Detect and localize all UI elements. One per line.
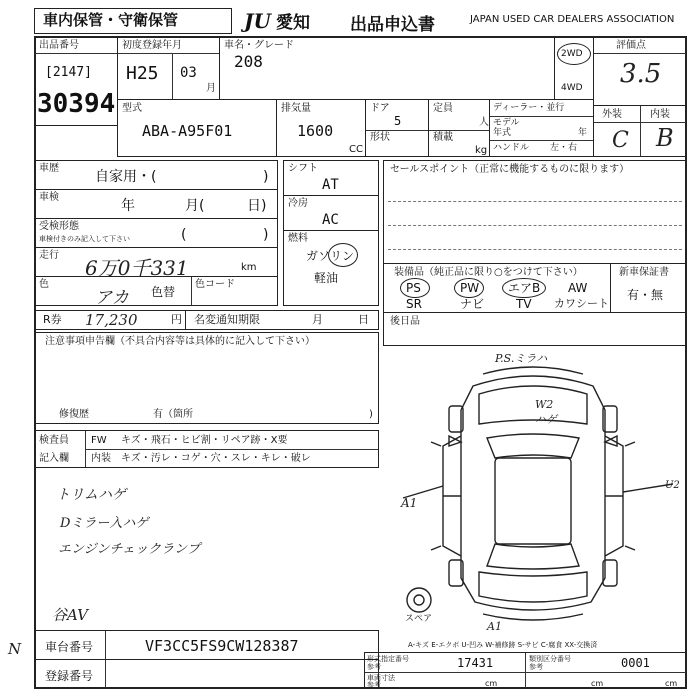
storage-title: 車内保管・守衛保管 xyxy=(43,11,179,29)
registration-box xyxy=(117,36,220,100)
inspection-label: 車検 xyxy=(39,192,59,203)
inspection-box xyxy=(34,189,278,219)
type-ref-label: 参考 xyxy=(367,663,381,671)
lot-number: 30394 xyxy=(37,89,116,119)
exterior-grade: C xyxy=(612,128,629,153)
receipt-note: 車検付きのみ記入して下さい xyxy=(39,235,130,243)
lot-label: 出品番号 xyxy=(39,40,79,51)
size-unit-1: cm xyxy=(485,679,498,688)
type-value: 17431 xyxy=(457,656,494,670)
car-diagram xyxy=(383,346,687,633)
diagram-roof-note: W2 ハゲ xyxy=(535,398,557,426)
capacity-unit: 人 xyxy=(479,117,489,128)
class-label: 類別区分番号 xyxy=(529,655,571,663)
fuel-box xyxy=(283,230,379,306)
receipt-label: 受検形態 xyxy=(39,221,79,232)
dealer-label: ディーラー・並行 xyxy=(493,103,565,113)
equipment-ps: PS xyxy=(406,281,421,295)
mileage-value: 6万0千331 xyxy=(85,256,189,280)
warranty-box xyxy=(610,263,687,313)
equipment-airbag-circle xyxy=(502,278,546,298)
mileage-label: 走行 xyxy=(39,250,59,261)
dealer-model-label: モデル xyxy=(493,118,520,128)
interior-grade: B xyxy=(656,124,674,152)
equipment-ps-circle xyxy=(400,278,430,298)
equipment-pw: PW xyxy=(460,281,480,295)
drive-2wd: 2WD xyxy=(561,49,583,59)
tax-box xyxy=(185,310,379,330)
fuel-gas: ガソリン xyxy=(306,249,355,263)
plate-label: 登録番号 xyxy=(45,669,94,683)
color-box xyxy=(34,276,278,306)
door-label: ドア xyxy=(370,103,390,114)
repair-value: 有（箇所 xyxy=(153,409,193,420)
ju-logo xyxy=(244,8,310,33)
recycle-label: R券 xyxy=(43,313,62,326)
inspection-day: 日) xyxy=(247,198,267,214)
exterior-label: 外装 xyxy=(602,109,622,120)
aircon-value: AC xyxy=(322,212,339,228)
shift-label: シフト xyxy=(288,163,318,174)
door-value: 5 xyxy=(394,114,402,128)
plate-box xyxy=(34,659,379,689)
form-title: 出品申込書 xyxy=(350,15,435,35)
size-label: 車両寸法 xyxy=(367,674,395,682)
spec-table xyxy=(364,652,687,689)
equipment-pw-circle xyxy=(454,278,484,298)
fuel-label: 燃料 xyxy=(288,233,308,244)
shape-label: 形状 xyxy=(370,132,390,143)
recycle-box xyxy=(34,310,186,330)
lot-code: [2147] xyxy=(45,65,92,80)
warranty-label: 新車保証書 xyxy=(619,267,669,278)
displacement-box xyxy=(276,99,366,157)
lot-box xyxy=(34,36,118,126)
capacity-label: 定員 xyxy=(433,103,453,114)
car-name-value: 208 xyxy=(234,52,263,71)
inspector-fw-label: FW xyxy=(91,435,107,446)
tax-month: 月 xyxy=(312,313,323,326)
handle-options: 左・右 xyxy=(550,143,578,153)
tax-day: 日 xyxy=(358,313,369,326)
mileage-box xyxy=(34,247,278,280)
inspector-label-2: 記入欄 xyxy=(39,453,69,464)
tax-label: 名変通知期限 xyxy=(194,313,260,326)
handwritten-margin: N xyxy=(8,640,22,658)
chassis-label: 車台番号 xyxy=(45,640,94,654)
registration-era-year: H25 xyxy=(126,63,159,84)
registration-month-unit: 月 xyxy=(206,83,216,94)
aircon-box xyxy=(283,195,379,231)
class-ref-label: 参考 xyxy=(529,663,543,671)
handwritten-area xyxy=(34,468,379,626)
score-value: 3.5 xyxy=(620,59,662,89)
load-unit: kg xyxy=(475,145,488,156)
model-value: ABA-A95F01 xyxy=(142,122,233,140)
chassis-value: VF3CC5FS9CW128387 xyxy=(145,637,299,655)
sales-label: セールスポイント（正常に機能するものに限ります） xyxy=(390,164,630,175)
color-value: アカ xyxy=(95,288,129,308)
drive-box xyxy=(554,36,594,100)
inspection-year: 年 xyxy=(121,198,135,214)
door-box xyxy=(365,99,429,157)
receipt-value: ( xyxy=(181,227,187,243)
inspector-label-1: 検査員 xyxy=(39,435,69,446)
dealer-year-unit: 年 xyxy=(578,128,588,138)
diagram-left-note: A1 xyxy=(401,496,418,510)
history-label: 車歴 xyxy=(39,163,59,174)
damage-legend: A-キズ E-エクボ U-凹み W-補修跡 S-サビ C-腐食 XX-交換済 xyxy=(408,641,598,649)
memo-box xyxy=(383,312,687,346)
displacement-label: 排気量 xyxy=(281,103,311,114)
inspector-int-label: 内装 xyxy=(91,453,111,464)
displacement-value: 1600 xyxy=(297,122,334,140)
mileage-unit: km xyxy=(241,262,257,273)
history-close: ) xyxy=(263,169,269,185)
ju-logo-text: 愛知 xyxy=(276,13,310,33)
registration-month: 03 xyxy=(180,65,197,81)
history-box xyxy=(34,160,278,190)
receipt-close: ) xyxy=(263,227,269,243)
drive-4wd: 4WD xyxy=(561,83,583,93)
association-name: JAPAN USED CAR DEALERS ASSOCIATION xyxy=(470,14,675,25)
type-label: 形式指定番号 xyxy=(367,655,409,663)
color-change-label: 色替 xyxy=(151,285,176,299)
fuel-gas-circle xyxy=(328,243,358,267)
history-value: 自家用・( xyxy=(95,169,157,185)
repair-close: ) xyxy=(369,409,373,420)
drive-2wd-circle xyxy=(557,43,591,65)
ju-logo-mark: JU xyxy=(244,9,271,33)
equipment-airbag: エアB xyxy=(508,281,541,295)
model-label: 型式 xyxy=(122,103,142,114)
notes-label: 注意事項申告欄（不具合内容等は具体的に記入して下さい） xyxy=(45,336,315,347)
equipment-navi: ナビ xyxy=(460,297,485,311)
load-label: 積載 xyxy=(433,132,453,143)
size-ref-label: 参考 xyxy=(367,681,381,689)
size-unit-2: cm xyxy=(591,679,604,688)
handwritten-line-3: エンジンチェックランプ xyxy=(58,542,200,557)
notes-box xyxy=(34,332,379,424)
size-unit-3: cm xyxy=(665,679,678,688)
sales-box xyxy=(383,160,687,264)
dealer-box xyxy=(489,99,594,157)
inspector-fw-text: キズ・飛石・ヒビ割・リペア跡・X要 xyxy=(121,435,288,446)
model-box xyxy=(117,99,277,157)
storage-title-box xyxy=(34,8,232,34)
dealer-year-label: 年式 xyxy=(493,128,512,138)
capacity-box xyxy=(428,99,490,157)
handwritten-line-4: 谷AV xyxy=(52,606,88,624)
equipment-label: 装備品（純正品に限り○をつけて下さい） xyxy=(394,267,583,278)
car-diagram-svg xyxy=(383,346,687,626)
repair-label: 修復歴 xyxy=(59,409,89,420)
registration-label: 初度登録年月 xyxy=(122,40,182,51)
displacement-unit: CC xyxy=(349,144,363,155)
equipment-sr: SR xyxy=(406,297,422,311)
diagram-top-note: P.S.ミラハ xyxy=(495,352,548,365)
color-code-label: 色コード xyxy=(195,279,235,290)
inspection-month: 月( xyxy=(185,198,205,214)
equipment-box xyxy=(383,263,611,313)
handwritten-line-2: Dミラー入ハゲ xyxy=(60,516,149,531)
diagram-right-note: U2 xyxy=(665,480,680,491)
car-name-box xyxy=(219,36,555,100)
aircon-label: 冷房 xyxy=(288,198,308,209)
diagram-bottom-note: A1 xyxy=(487,620,502,633)
spare-label: スペア xyxy=(405,614,433,624)
equipment-leather: カワシート xyxy=(554,297,609,310)
handwritten-line-1: トリムハゲ xyxy=(56,487,126,503)
inspector-box xyxy=(34,430,379,468)
class-value: 0001 xyxy=(621,656,650,670)
chassis-box xyxy=(34,630,379,660)
recycle-unit: 円 xyxy=(171,313,182,326)
warranty-options: 有・無 xyxy=(627,288,664,302)
grade-box xyxy=(593,105,687,157)
color-label: 色 xyxy=(39,279,49,290)
interior-label: 内装 xyxy=(650,109,670,120)
score-label: 評価点 xyxy=(616,40,646,51)
equipment-aw: AW xyxy=(568,281,588,295)
shift-value: AT xyxy=(322,177,339,193)
car-name-label: 車名・グレード xyxy=(224,40,294,51)
receipt-box xyxy=(34,218,278,248)
memo-label: 後日品 xyxy=(390,316,420,327)
equipment-tv: TV xyxy=(516,297,532,311)
fuel-diesel: 軽油 xyxy=(314,271,339,285)
recycle-value: 17,230 xyxy=(85,311,138,329)
score-box xyxy=(593,36,687,106)
inspector-int-text: キズ・汚レ・コゲ・穴・スレ・キレ・破レ xyxy=(121,453,311,464)
handle-label: ハンドル xyxy=(493,143,530,153)
shift-box xyxy=(283,160,379,196)
